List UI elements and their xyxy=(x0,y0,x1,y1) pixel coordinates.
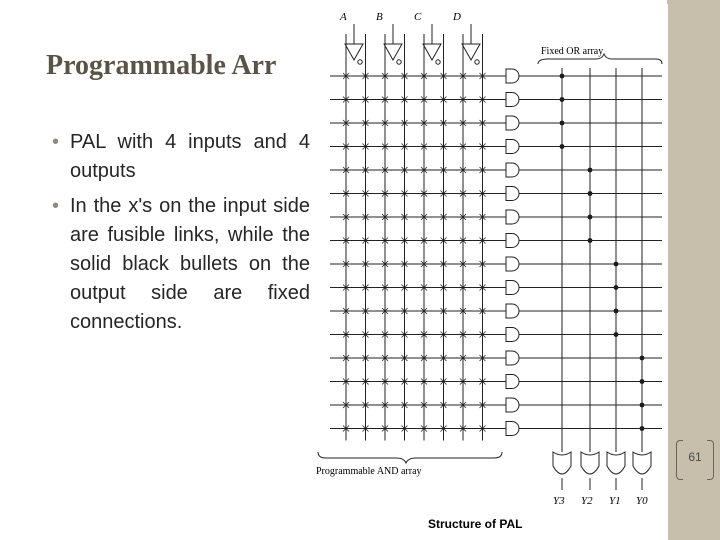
and-gate-icon xyxy=(506,234,519,248)
and-gate-icon xyxy=(506,422,519,436)
and-gate-icon xyxy=(506,69,519,83)
and-gate-icon xyxy=(506,398,519,412)
and-gate-icon xyxy=(506,351,519,365)
bullet-text: In the x's on the input side are fusible links, while the solid black bullets on the output side are fixed connections. xyxy=(70,195,310,333)
buffer-icon xyxy=(423,44,441,60)
input-label: A xyxy=(340,11,347,23)
bullet-item xyxy=(52,128,310,186)
bullet-icon: • xyxy=(52,131,60,153)
bullet-item xyxy=(52,192,310,337)
or-gate-icon xyxy=(581,452,599,474)
inverter-bubble-icon xyxy=(475,60,479,64)
pal-structure-figure xyxy=(316,4,668,540)
page-number-text: 61 xyxy=(688,450,702,464)
buffer-icon xyxy=(384,44,402,60)
output-label: Y0 xyxy=(636,495,648,507)
inverter-bubble-icon xyxy=(358,60,362,64)
and-gate-icon xyxy=(506,93,519,107)
inverter-bubble-icon xyxy=(397,60,401,64)
and-gate-icon xyxy=(506,187,519,201)
and-gate-icon xyxy=(506,140,519,154)
page-number xyxy=(676,440,714,480)
and-gate-icon xyxy=(506,163,519,177)
buffer-icon xyxy=(462,44,480,60)
and-array-label: Programmable AND array xyxy=(316,466,422,477)
input-label: C xyxy=(414,11,422,23)
and-gate-icon xyxy=(506,257,519,271)
or-gate-icon xyxy=(633,452,651,474)
and-gate-icon xyxy=(506,210,519,224)
and-gate-icon xyxy=(506,116,519,130)
slide-title: Programmable Arr xyxy=(46,50,277,81)
or-gate-icon xyxy=(607,452,625,474)
and-gate-icon xyxy=(506,281,519,295)
or-gate-icon xyxy=(553,452,571,474)
and-gate-icon xyxy=(506,328,519,342)
output-label: Y3 xyxy=(553,495,565,507)
bullet-icon: • xyxy=(52,195,60,217)
bullet-text: PAL with 4 inputs and 4 outputs xyxy=(70,131,310,182)
pal-diagram xyxy=(316,4,668,540)
inverter-bubble-icon xyxy=(436,60,440,64)
figure-caption: Structure of PAL xyxy=(428,517,523,531)
or-array-label: Fixed OR array xyxy=(541,46,604,57)
buffer-icon xyxy=(345,44,363,60)
input-label: B xyxy=(376,11,383,23)
bullet-list xyxy=(52,128,310,343)
input-label: D xyxy=(453,11,461,23)
and-gate-icon xyxy=(506,304,519,318)
output-label: Y2 xyxy=(581,495,593,507)
and-array-brace-icon xyxy=(318,452,502,463)
output-label: Y1 xyxy=(609,495,621,507)
and-gate-icon xyxy=(506,375,519,389)
